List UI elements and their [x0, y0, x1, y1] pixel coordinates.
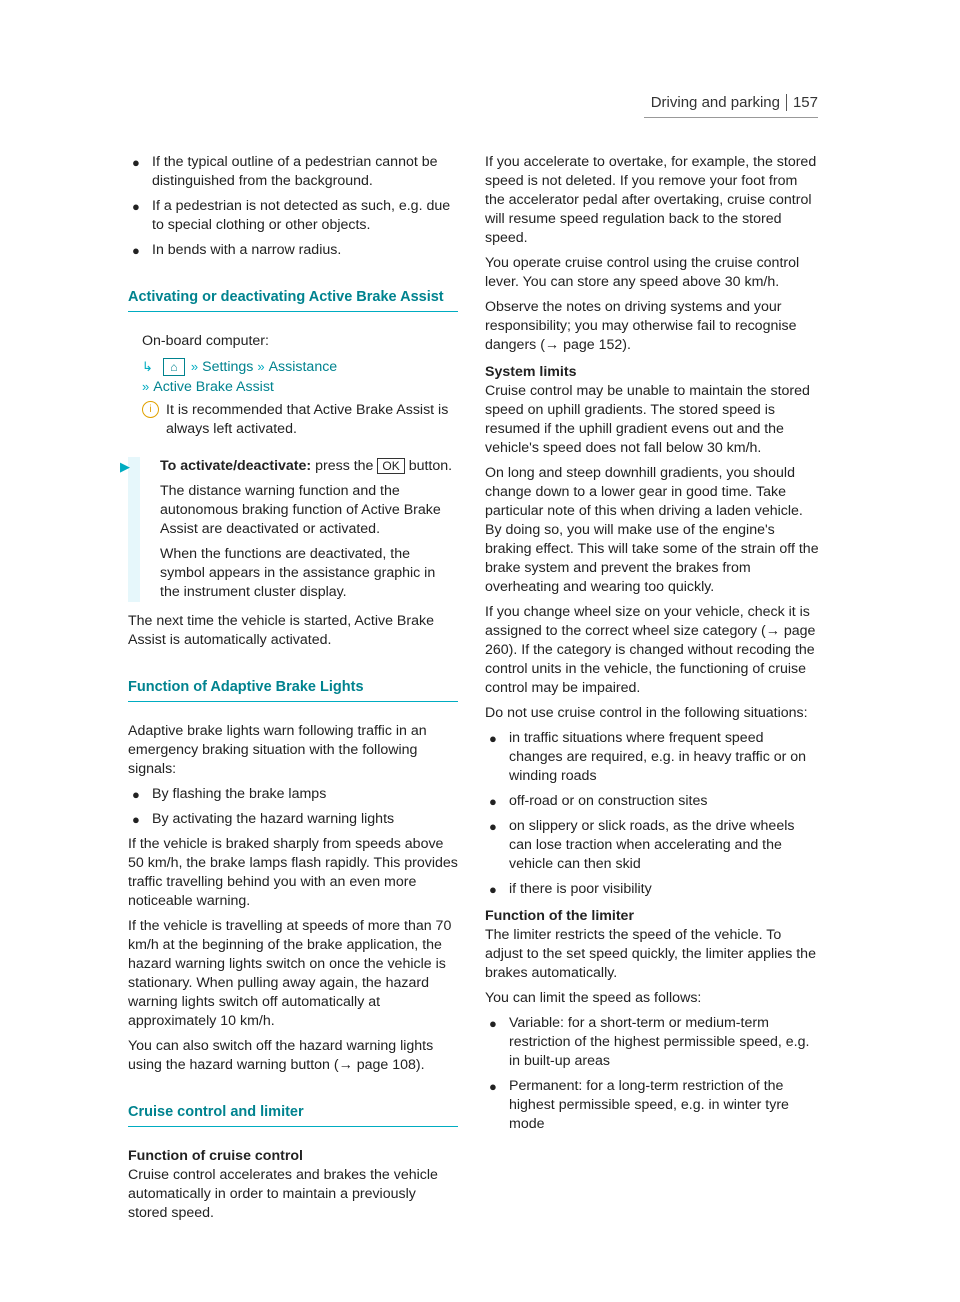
- action-label: To activate/deactivate:: [160, 458, 312, 474]
- paragraph: Adaptive brake lights warn following traffic in an emergency braking situation with the following signals:: [128, 723, 427, 777]
- bullet-icon: ●: [132, 243, 140, 258]
- bullet-icon: ●: [132, 199, 140, 214]
- section-heading: Cruise control and limiter: [128, 1103, 458, 1127]
- info-icon: i: [142, 401, 159, 418]
- chevron-icon: »: [190, 359, 199, 374]
- paragraph: If you accelerate to overtake, for example, the stored speed is not deleted. If you remove your foot from the accelerator pedal after overtaking, cruise control will resume speed regulation back to the stored speed.: [485, 154, 817, 246]
- page-number: 157: [786, 94, 818, 111]
- path-active-brake-assist: Active Brake Assist: [153, 379, 274, 395]
- step-arrow-icon: ▶: [120, 459, 130, 474]
- list-item: ● if there is poor visibility: [489, 881, 652, 897]
- onboard-label: On-board computer:: [142, 333, 269, 349]
- bullet-icon: ●: [489, 882, 497, 897]
- action-description-2: When the functions are deactivated, the symbol appears in the assistance graphic in the instrument cluster display.: [160, 546, 436, 600]
- left-column: [120, 153, 458, 1229]
- path-assistance: Assistance: [268, 359, 338, 375]
- path-settings: Settings: [202, 359, 254, 375]
- menu-path: [128, 357, 458, 397]
- path-arrow-icon: ↳: [142, 359, 153, 374]
- ok-button-symbol: OK: [377, 458, 404, 474]
- section-heading: Activating or deactivating Active Brake Assist: [128, 288, 458, 312]
- paragraph: You can limit the speed as follows:: [485, 990, 702, 1006]
- list-item: ● By flashing the brake lamps: [132, 786, 327, 802]
- paragraph: Cruise control accelerates and brakes the vehicle automatically in order to maintain a previously stored speed.: [128, 1167, 438, 1221]
- paragraph: The next time the vehicle is started, Active Brake Assist is automatically activated.: [128, 613, 434, 648]
- list-item: ● By activating the hazard warning lights: [132, 811, 395, 827]
- bullet-icon: ●: [489, 794, 497, 809]
- list-item: ● off-road or on construction sites: [489, 793, 708, 809]
- header-title: Driving and parking: [650, 94, 780, 111]
- chevron-icon: »: [257, 359, 265, 374]
- info-note: i It is recommended that Active Brake Assist is always left activated.: [142, 401, 458, 439]
- subheading: Function of the limiter: [485, 908, 634, 924]
- paragraph: Cruise control may be unable to maintain the stored speed on uphill gradients. The stored speed is resumed if the uphill gradient evens out and the vehicle's speed does not fall below 30 km/h.: [485, 383, 810, 456]
- subheading: System limits: [485, 364, 577, 380]
- paragraph: If the vehicle is travelling at speeds of more than 70 km/h at the beginning of the brake application, the hazard warning lights switch on once the vehicle is stationary. When pulling away again, the hazard warning lights switch off automatically at approximately 10 km/h.: [128, 918, 452, 1029]
- list-item: ● Permanent: for a long-term restriction of the highest permissible speed, e.g. in winter tyre mode: [489, 1078, 789, 1132]
- bullet-icon: ●: [489, 1079, 497, 1094]
- action-description: The distance warning function and the autonomous braking function of Active Brake Assist are deactivated or activated.: [160, 483, 441, 537]
- section-heading: Function of Adaptive Brake Lights: [128, 678, 458, 702]
- list-item: ● Variable: for a short-term or medium-term restriction of the highest permissible speed, e.g. in built-up areas: [489, 1015, 810, 1069]
- paragraph: Do not use cruise control in the following situations:: [485, 705, 808, 721]
- paragraph: You operate cruise control using the cruise control lever. You can store any speed above 30 km/h.: [485, 255, 800, 290]
- paragraph: If you change wheel size on your vehicle, check it is assigned to the correct wheel size category (→ page 260). If the category is changed without recoding the control units in the vehicle, the functioning of cruise control may be impaired.: [485, 604, 816, 696]
- right-column: [485, 153, 820, 1140]
- bullet-icon: ●: [132, 787, 140, 802]
- list-item: ● If the typical outline of a pedestrian cannot be distinguished from the background.: [132, 154, 438, 189]
- paragraph: You can also switch off the hazard warning lights using the hazard warning button (→ page 108).: [128, 1038, 434, 1073]
- header-rule: [644, 117, 818, 118]
- list-item: ● In bends with a narrow radius.: [132, 242, 342, 258]
- bullet-icon: ●: [489, 731, 497, 746]
- chevron-icon: »: [142, 379, 150, 394]
- list-item: ● If a pedestrian is not detected as such, e.g. due to special clothing or other objects.: [132, 198, 451, 233]
- paragraph: The limiter restricts the speed of the vehicle. To adjust to the set speed quickly, the limiter applies the brakes automatically.: [485, 927, 816, 981]
- bullet-icon: ●: [489, 819, 497, 834]
- bullet-icon: ●: [489, 1016, 497, 1031]
- paragraph: If the vehicle is braked sharply from speeds above 50 km/h, the brake lamps flash rapidly. This provides traffic travelling behind you with an even more noticeable warning.: [128, 836, 458, 909]
- page-header: [651, 94, 818, 111]
- action-step: ▶ To activate/deactivate: press the OK button. The distance warning function and the autonomous braking function of Active Brake Assist are deactivated or activated. When the functions are deactivated, the symbol appears in the assistance graphic in the instrument cluster display.: [128, 457, 458, 602]
- list-item: ● in traffic situations where frequent speed changes are required, e.g. in heavy traffic or on winding roads: [489, 730, 807, 784]
- bullet-icon: ●: [132, 155, 140, 170]
- home-icon: ⌂: [163, 358, 185, 376]
- paragraph: Observe the notes on driving systems and your responsibility; you may otherwise fail to recognise dangers (→ page 152).: [485, 299, 797, 353]
- bullet-icon: ●: [132, 812, 140, 827]
- list-item: ● on slippery or slick roads, as the drive wheels can lose traction when accelerating and the vehicle can then skid: [489, 818, 795, 872]
- subheading: Function of cruise control: [128, 1148, 303, 1164]
- paragraph: On long and steep downhill gradients, you should change down to a lower gear in good time. Take particular note of this when driving a laden vehicle. By doing so, you will make use of the engine's braking effect. This will take some of the strain off the brake system and prevent the brakes from overheating and wearing too quickly.: [485, 465, 819, 595]
